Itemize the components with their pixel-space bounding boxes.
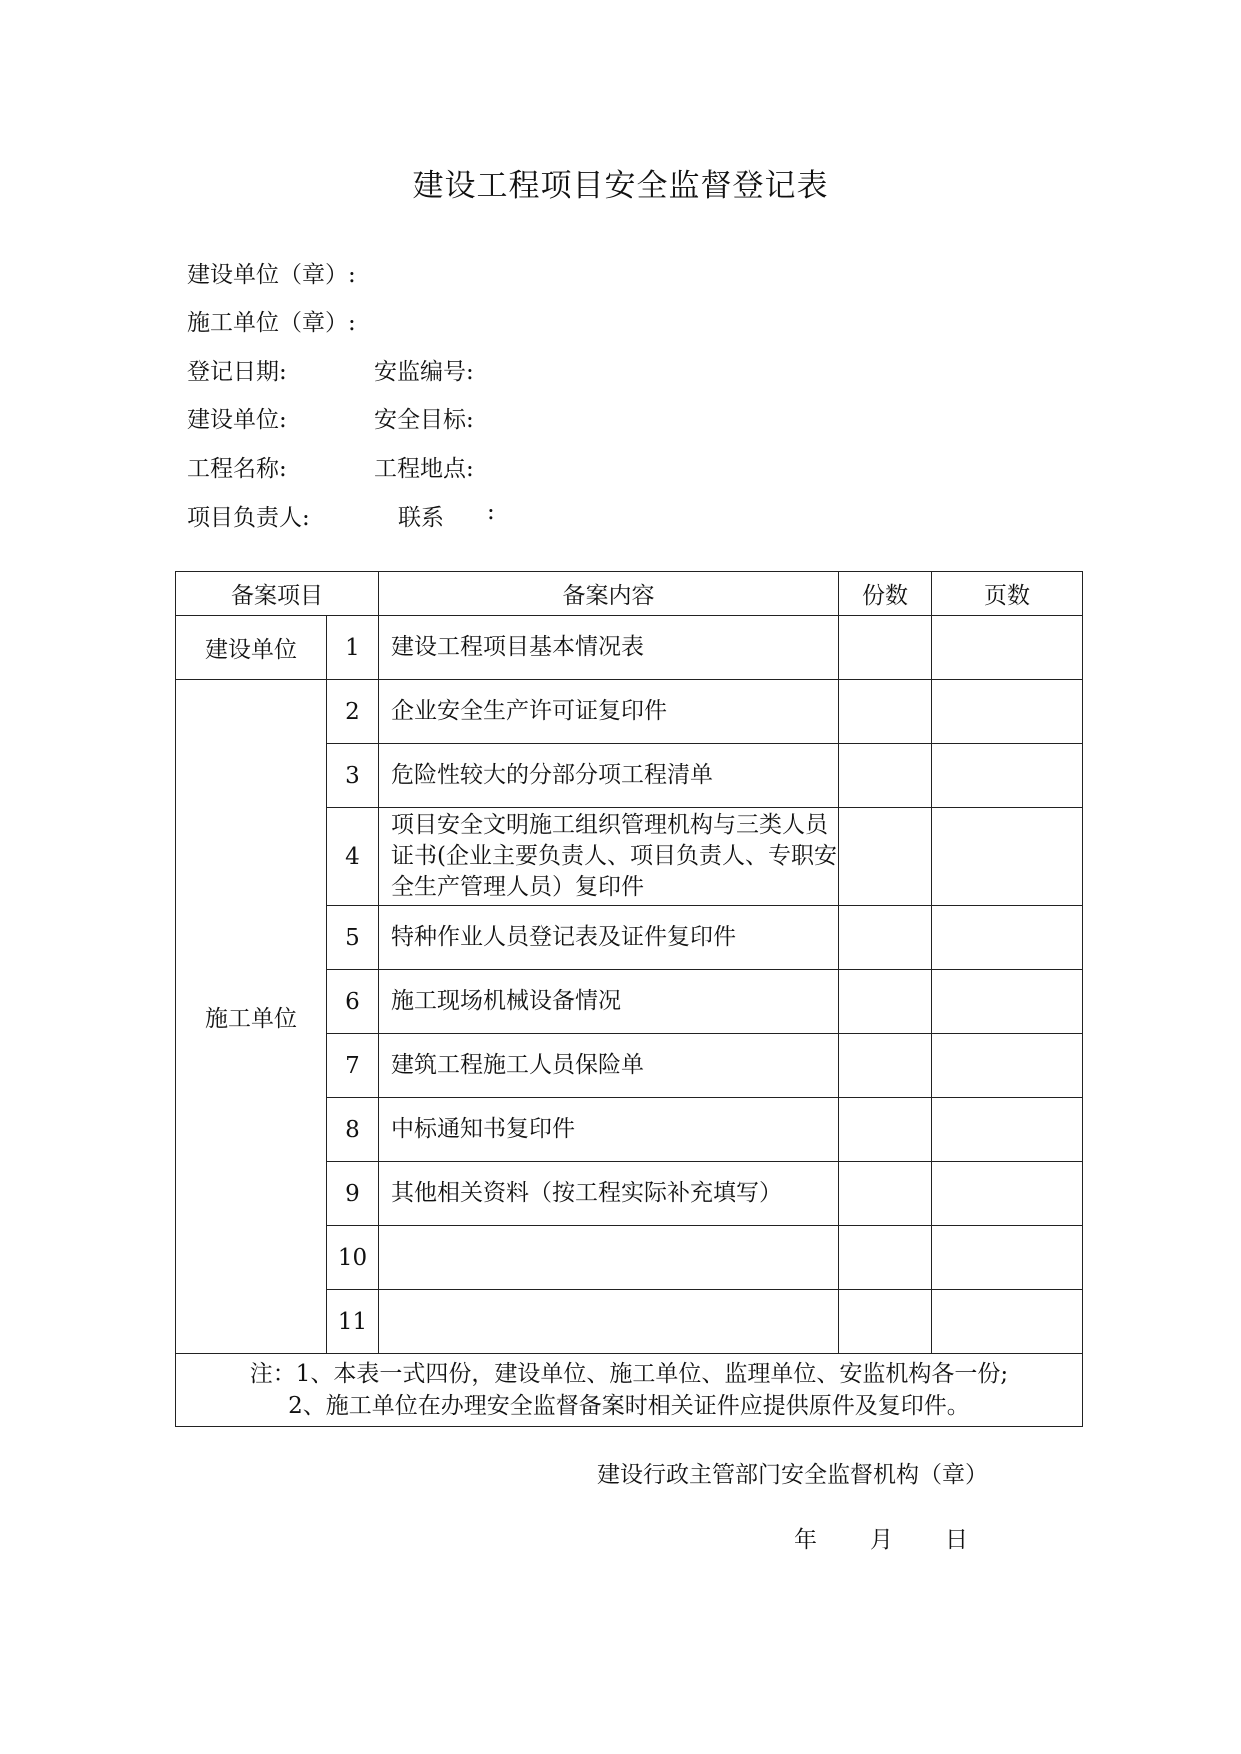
row-number: 5: [327, 906, 379, 970]
pages-cell[interactable]: [932, 1290, 1083, 1354]
row-number: 11: [327, 1290, 379, 1354]
copies-cell[interactable]: [839, 680, 932, 744]
project-manager-label: 项目负责人:: [187, 505, 310, 531]
builder-seal-label: 建设单位（章）:: [187, 262, 356, 288]
authority-seal-label: 建设行政主管部门安全监督机构（章）: [597, 1462, 988, 1488]
pages-cell[interactable]: [932, 616, 1083, 680]
row-content: 危险性较大的分部分项工程清单: [379, 744, 839, 808]
table-row: [176, 680, 1083, 744]
contractor-seal-label: 施工单位（章）:: [187, 310, 356, 336]
row-content: 企业安全生产许可证复印件: [379, 680, 839, 744]
row-content: 项目安全文明施工组织管理机构与三类人员证书(企业主要负责人、项目负责人、专职安全生产管理人员）复印件: [379, 808, 839, 906]
header-pages: 页数: [932, 572, 1083, 616]
row-content[interactable]: [379, 1290, 839, 1354]
row-number: 3: [327, 744, 379, 808]
table-row: [176, 616, 1083, 680]
row-number: 4: [327, 808, 379, 906]
project-name-label: 工程名称:: [187, 456, 287, 482]
pages-cell[interactable]: [932, 906, 1083, 970]
copies-cell[interactable]: [839, 808, 932, 906]
row-number: 8: [327, 1098, 379, 1162]
copies-cell[interactable]: [839, 616, 932, 680]
copies-cell[interactable]: [839, 906, 932, 970]
copies-cell[interactable]: [839, 1290, 932, 1354]
copies-cell[interactable]: [839, 1034, 932, 1098]
pages-cell[interactable]: [932, 744, 1083, 808]
note-line-1: 注：1、本表一式四份，建设单位、施工单位、监理单位、安监机构各一份;: [249, 1361, 1009, 1387]
row-content: 建筑工程施工人员保险单: [379, 1034, 839, 1098]
pages-cell[interactable]: [932, 970, 1083, 1034]
copies-cell[interactable]: [839, 1162, 932, 1226]
row-number: 9: [327, 1162, 379, 1226]
row-content: 中标通知书复印件: [379, 1098, 839, 1162]
date-month-label: 月: [870, 1527, 893, 1553]
row-number: 10: [327, 1226, 379, 1290]
group-contractor: 施工单位: [176, 680, 327, 1354]
row-number: 2: [327, 680, 379, 744]
pages-cell[interactable]: [932, 1162, 1083, 1226]
row-content: 施工现场机械设备情况: [379, 970, 839, 1034]
supervision-number-label: 安监编号:: [374, 359, 474, 385]
header-filing-item: 备案项目: [176, 572, 379, 616]
copies-cell[interactable]: [839, 970, 932, 1034]
table-header-row: [176, 572, 1083, 616]
date-year-label: 年: [794, 1527, 817, 1553]
copies-cell[interactable]: [839, 1098, 932, 1162]
row-number: 6: [327, 970, 379, 1034]
copies-cell[interactable]: [839, 744, 932, 808]
builder-label: 建设单位:: [187, 407, 287, 433]
filing-items-table: [175, 571, 1083, 1427]
pages-cell[interactable]: [932, 1226, 1083, 1290]
row-number: 7: [327, 1034, 379, 1098]
pages-cell[interactable]: [932, 808, 1083, 906]
row-content: 其他相关资料（按工程实际补充填写）: [379, 1162, 839, 1226]
pages-cell[interactable]: [932, 1034, 1083, 1098]
date-day-label: 日: [945, 1527, 968, 1553]
registration-date-label: 登记日期:: [187, 359, 287, 385]
row-number: 1: [327, 616, 379, 680]
row-content: 建设工程项目基本情况表: [379, 616, 839, 680]
pages-cell[interactable]: [932, 1098, 1083, 1162]
form-title: 建设工程项目安全监督登记表: [412, 168, 829, 204]
header-filing-content: 备案内容: [379, 572, 839, 616]
table-note: [176, 1354, 1083, 1427]
project-location-label: 工程地点:: [374, 456, 474, 482]
group-builder: 建设单位: [176, 616, 327, 680]
row-content: 特种作业人员登记表及证件复印件: [379, 906, 839, 970]
table-note-row: [176, 1354, 1083, 1427]
header-copies: 份数: [839, 572, 932, 616]
contact-colon: :: [487, 499, 495, 525]
note-line-2: 2、施工单位在办理安全监督备案时相关证件应提供原件及复印件。: [288, 1393, 970, 1419]
safety-target-label: 安全目标:: [374, 407, 474, 433]
copies-cell[interactable]: [839, 1226, 932, 1290]
row-content[interactable]: [379, 1226, 839, 1290]
contact-label: 联系: [398, 505, 444, 531]
pages-cell[interactable]: [932, 680, 1083, 744]
